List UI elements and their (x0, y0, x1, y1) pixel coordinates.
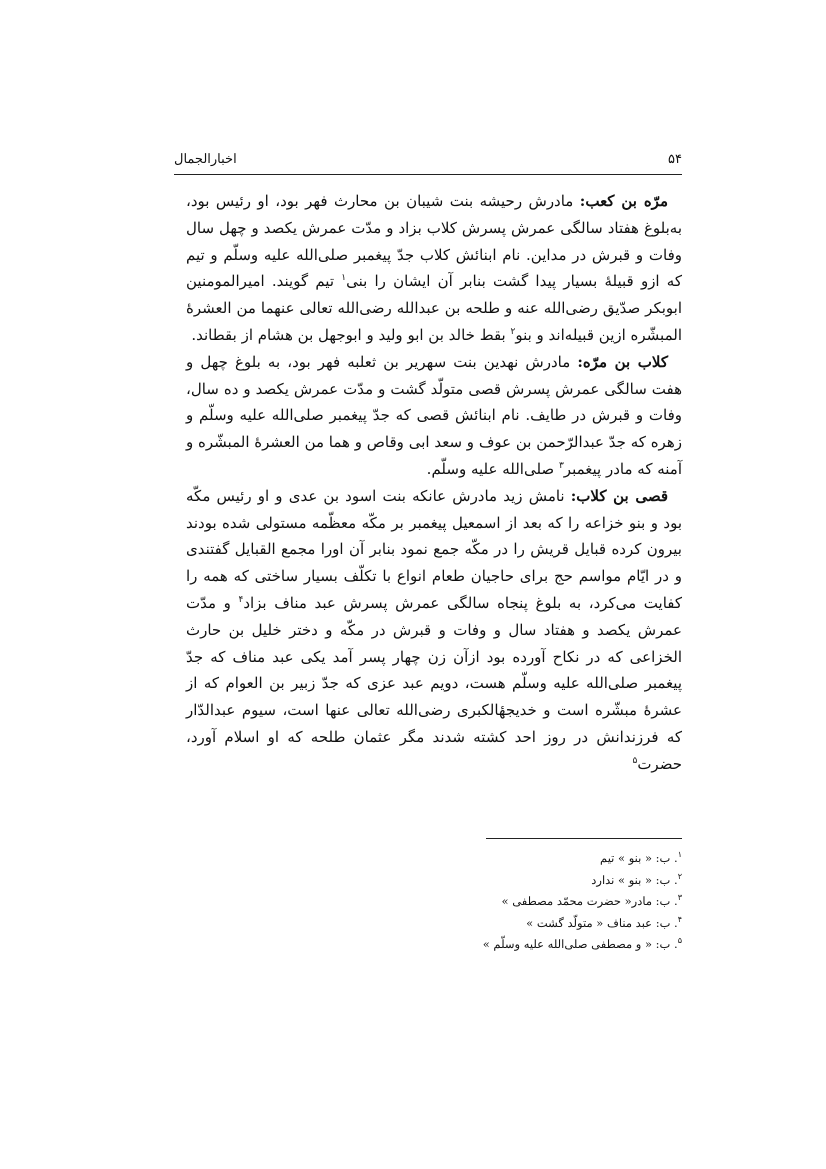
paragraph-text: مادرش نهدین بنت سهریر بن ثعلبه فهر بود، به بلوغ چهل و هفت سالگی عمرش پسرش قصی متولّد گشت و مدّت عمرش یکصد و ده سال، وفات و قبرش در طایف. نام ابنائش قصی که جدّ پیغمبر صلی‌الله علیه وسلّم و زهره که جدّ عبدالرّحمن بن عوف و سعد ابی وقاص و هما من العشرهٔ المبشّره و آمنه که مادر پیغمبر (186, 352, 682, 478)
paragraph-text: و مدّت عمرش یکصد و هفتاد سال و وفات و قبرش در مکّه و دختر خلیل بن حارث الخزاعی که در نکاح آورده بود ازآن زن چهار پسر آمد یکی عبد مناف که جدّ پیغمبر صلی‌الله علیه وسلّم هست، دویم عبد عزی که جدّ زبیر بن العوام که از عشرهٔ مبشّره است و خدیجهٔالکبری رضی‌الله تعالی عنها است، سیوم عبدالدّار که فرزندانش در روز احد کشته شدند مگر عثمان طلحه که او اسلام آورد، حضرت (186, 593, 682, 773)
footnote-text: . ب: عبد مناف « متولّد گشت » (526, 915, 678, 930)
paragraph-qusayy-bin-kilab (186, 483, 682, 778)
paragraph-kilab-bin-murra (186, 349, 682, 483)
paragraph-text: بقط خالد بن ابو ولید و ابوجهل بن هشام از بقطاند. (191, 325, 511, 344)
footnotes (186, 848, 682, 956)
footnote-item (186, 891, 682, 913)
footnote-item (186, 848, 682, 870)
footnote-rule (486, 838, 682, 839)
footnote-text: . ب: مادر« حضرت محمّد مصطفی » (501, 894, 678, 908)
footnote-text: . ب: « بنو » تیم (600, 851, 678, 865)
footnote-ref: ۵ (632, 755, 638, 766)
footnote-text: . ب: « بنو » ندارد (591, 872, 678, 887)
footnote-number: ۵ (677, 936, 682, 946)
footnote-number: ۳ (677, 893, 682, 903)
paragraph-heading: کلاب بن مرّه: (577, 352, 668, 371)
running-title: اخبارالجمال (174, 152, 237, 167)
footnote-number: ۴ (677, 914, 682, 924)
footnote-item (186, 913, 682, 935)
paragraph-heading: مرّه بن کعب: (579, 192, 668, 210)
main-text (186, 188, 682, 778)
footnote-item (186, 934, 682, 956)
paragraph-heading: قصی بن کلاب: (570, 486, 669, 505)
paragraph-murra-bin-kaab (186, 188, 682, 349)
footnote-ref: ۴ (238, 594, 244, 605)
running-header (174, 148, 682, 172)
footnote-ref: ۱ (341, 273, 347, 284)
footnote-ref: ۳ (558, 460, 564, 471)
footnote-item (186, 870, 682, 892)
paragraph-text: نامش زید مادرش عانکه بنت اسود بن عدی و او رئیس مکّه بود و بنو خزاعه را که بعد از اسمعیل پیغمبر بر مکّه معظّمه مستولی شده بودند بیرون کرده قبایل قریش را در مکّه جمع نمود بنابر آن اورا مجمع القبایل گفتندی و در ایّام مواسم حج برای حاجیان طعام انواع با تکلّف بسیار ساختی که همه را کفایت می‌کرد، به بلوغ پنجاه سالگی عمرش پسرش عبد مناف بزاد (186, 486, 682, 612)
paragraph-text: صلی‌الله علیه وسلّم. (426, 459, 559, 478)
footnote-number: ۱ (677, 850, 682, 860)
footnote-ref: ۲ (510, 326, 516, 337)
paragraph-text: مادرش رحیشه بنت شیبان بن محارث فهر بود، او رئیس بود، به‌بلوغ هفتاد سالگی عمرش پسرش کلاب بزاد و مدّت عمرش یکصد و چهل سال وفات و قبرش در مداین. نام ابنائش کلاب جدّ پیغمبر صلی‌الله علیه وسلّم و تیم که ازو قبیلهٔ بسیار پیدا گشت بنابر آن ایشان را بنی (186, 192, 682, 291)
paragraph-text: تیم گویند. امیرالمومنین ابوبکر صدّیق رضی‌الله عنه و طلحه بن عبدالله رضی‌الله تعالی عنهما من العشرهٔ المبشّره ازین قبیله‌اند و بنو (186, 272, 682, 344)
header-rule (174, 174, 682, 175)
footnote-number: ۲ (677, 871, 682, 881)
footnote-text: . ب: « و مصطفی صلی‌الله علیه وسلّم » (482, 937, 678, 951)
page-number: ۵۴ (668, 152, 682, 167)
